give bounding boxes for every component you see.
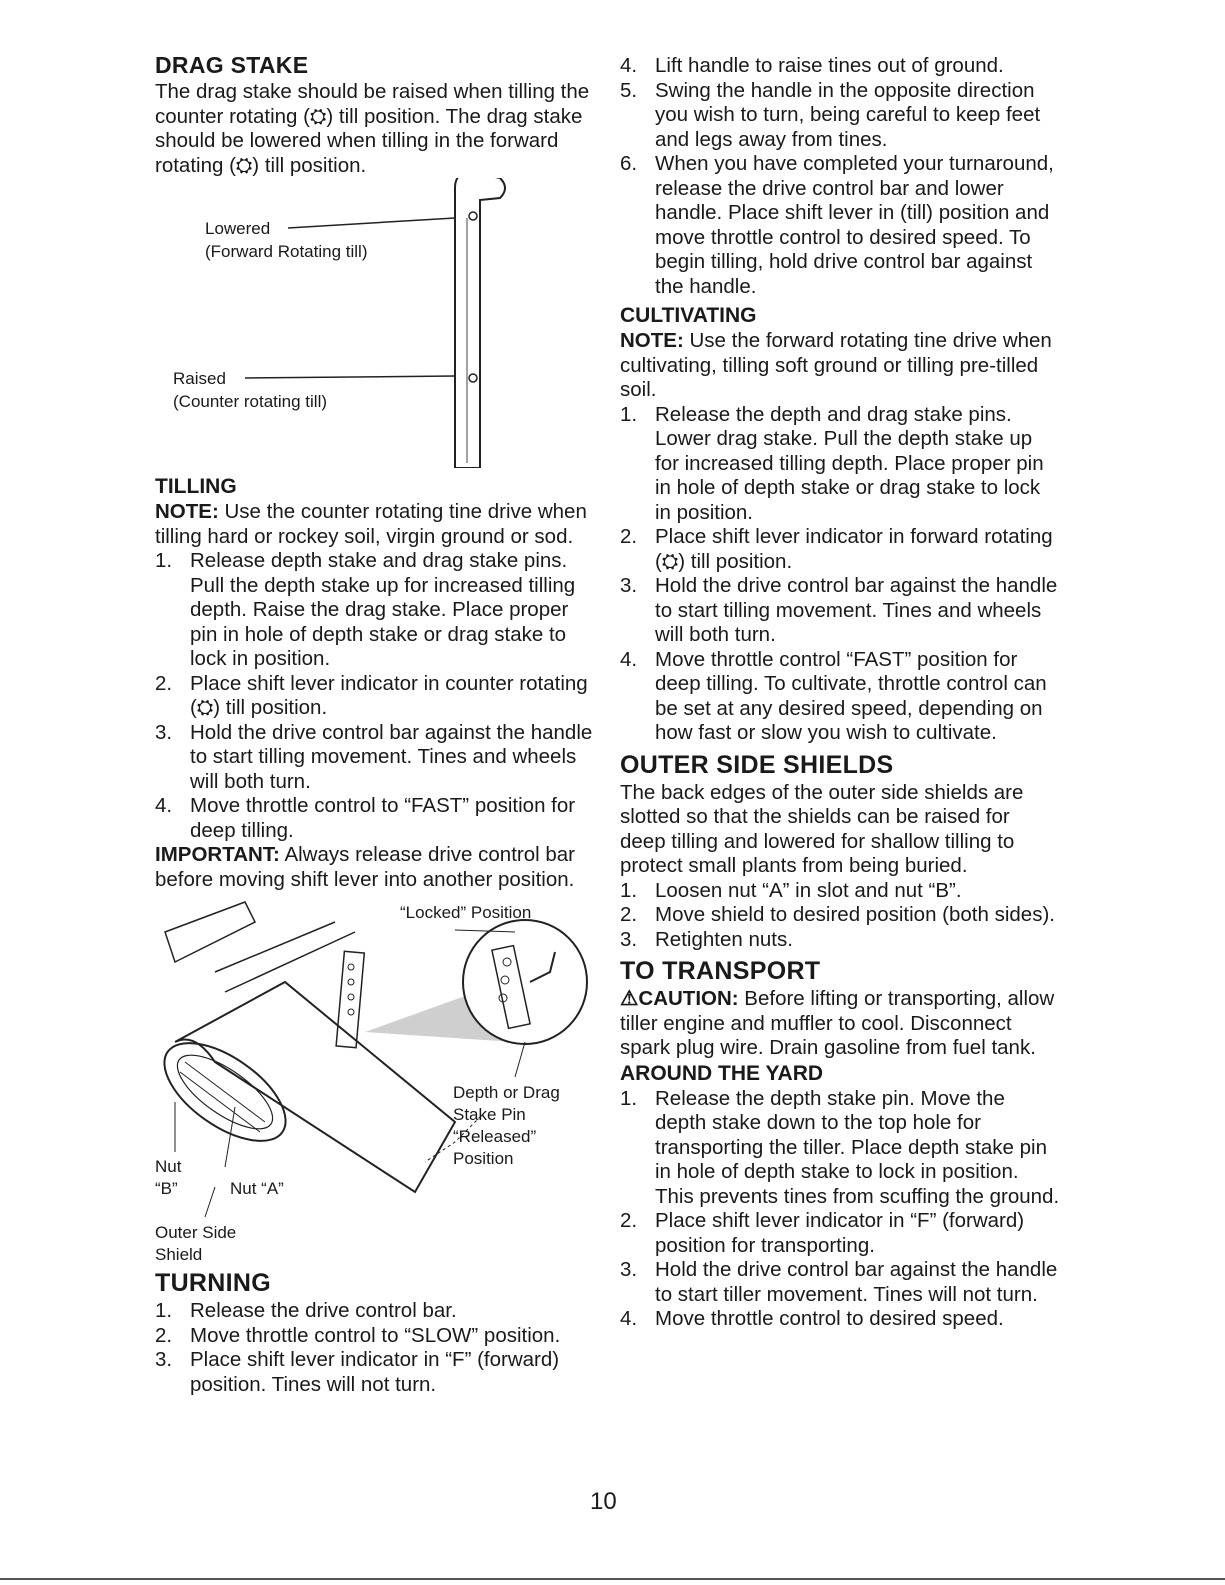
- list-item: 4. Move throttle control to desired speed.: [620, 1307, 1004, 1330]
- label-raised: Raised: [173, 369, 226, 388]
- label-raised-sub: (Counter rotating till): [173, 392, 328, 411]
- label-nut-a: Nut “A”: [230, 1179, 284, 1198]
- label-locked-position: “Locked” Position: [400, 903, 532, 922]
- label-nut-b-2: “B”: [155, 1179, 178, 1198]
- transport-caution: ⚠CAUTION: Before lifting or transporting, allow tiller engine and muffler to cool. Disconnect spark plug wire. Drain gasoline from fuel tank.: [620, 987, 1055, 1059]
- tiller-shield-diagram: [155, 892, 595, 1262]
- label-released: “Released”: [453, 1127, 537, 1146]
- list-item: 4. Lift handle to raise tines out of ground.: [620, 54, 1004, 77]
- list-item: 6. When you have completed your turnaround, release the drive control bar and lower handle. Place shift lever in (till) position and move throttle control to desired speed. To begin tilling, hold drive control bar against the handle.: [620, 152, 1054, 298]
- shield-figure: [155, 892, 595, 1262]
- drag-stake-figure: [155, 178, 595, 468]
- list-item: 4. Move throttle control “FAST” position for deep tilling. To cultivate, throttle control can be set at any desired speed, depending on how fast or slow you wish to cultivate.: [620, 647, 1047, 744]
- bottom-divider: [0, 1578, 1225, 1580]
- drag-stake-body: The drag stake should be raised when tilling the counter rotating (⛭) till position. The drag stake should be lowered when tilling in the forward rotating (⛭) till position.: [155, 80, 590, 177]
- label-outer-side: Outer Side: [155, 1223, 237, 1242]
- list-item: 1. Release the depth stake pin. Move the depth stake down to the top hole for transporting the tiller. Place depth stake pin in hole of depth stake to lock in position. This prevents tines from scuffing the ground.: [620, 1086, 1060, 1208]
- label-released-position: Position: [453, 1149, 514, 1168]
- list-item: 3. Hold the drive control bar against the handle to start tilling movement. Tines and wheels will both turn.: [155, 720, 593, 793]
- label-depth-drag: Depth or Drag: [453, 1083, 560, 1102]
- around-the-yard-steps: [620, 1087, 1060, 1332]
- tilling-steps: [155, 549, 595, 843]
- warning-icon: ⚠: [620, 987, 639, 1010]
- list-item: 3. Retighten nuts.: [620, 927, 793, 951]
- list-item: 2. Place shift lever indicator in forward rotating (⛭) till position.: [620, 525, 1053, 573]
- list-item: 3. Hold the drive control bar against the handle to start tilling movement. Tines and wheels will both turn.: [620, 574, 1058, 646]
- label-lowered-sub: (Forward Rotating till): [205, 242, 368, 261]
- label-lowered: Lowered: [205, 219, 271, 238]
- list-item: 3. Place shift lever indicator in “F” (forward) position. Tines will not turn.: [155, 1348, 560, 1396]
- tilling-note: NOTE: Use the counter rotating tine drive when tilling hard or rockey soil, virgin ground or sod.: [155, 500, 587, 548]
- list-item: 2. Move shield to desired position (both sides).: [620, 903, 1055, 926]
- outer-side-shields-body: The back edges of the outer side shields are slotted so that the shields can be raised for deep tilling and lowered for shallow tilling to protect small plants from being buried.: [620, 780, 1024, 877]
- list-item: 2. Move throttle control to “SLOW” position.: [155, 1323, 561, 1347]
- label-shield: Shield: [155, 1245, 203, 1264]
- turning-heading: TURNING: [155, 1269, 271, 1297]
- cultivating-steps: [620, 403, 1060, 746]
- list-item: 1. Release the depth and drag stake pins. Lower drag stake. Pull the depth stake up for increased tilling depth. Place proper pin in hole of depth stake or drag stake to lock in position.: [620, 402, 1044, 524]
- list-item: 1. Release depth stake and drag stake pins. Pull the depth stake up for increased tilling depth. Raise the drag stake. Place proper pin in hole of depth stake or drag stake to lock in position.: [155, 549, 576, 670]
- to-transport-heading: TO TRANSPORT: [620, 957, 821, 985]
- right-column: [620, 50, 1060, 1332]
- list-item: 4. Move throttle control to “FAST” position for deep tilling.: [155, 794, 576, 842]
- outer-side-shields-steps: [620, 879, 1060, 953]
- label-stake-pin: Stake Pin: [453, 1105, 526, 1124]
- list-item: 2. Place shift lever indicator in “F” (forward) position for transporting.: [620, 1209, 1025, 1257]
- turning-steps-continued: [620, 54, 1060, 299]
- drag-stake-heading: DRAG STAKE: [155, 52, 309, 78]
- tilling-important: IMPORTANT: Always release drive control bar before moving shift lever into another position.: [155, 843, 575, 891]
- label-nut-b-1: Nut: [155, 1157, 182, 1176]
- cultivating-heading: CULTIVATING: [620, 304, 757, 327]
- turning-steps: [155, 1299, 595, 1397]
- cultivating-note: NOTE: Use the forward rotating tine drive when cultivating, tilling soft ground or tilling pre-tilled soil.: [620, 329, 1052, 401]
- list-item: 2. Place shift lever indicator in counter rotating (⛭) till position.: [155, 671, 588, 719]
- tilling-heading: TILLING: [155, 475, 237, 498]
- outer-side-shields-heading: OUTER SIDE SHIELDS: [620, 750, 894, 779]
- left-column: [155, 50, 595, 1397]
- list-item: 1. Release the drive control bar.: [155, 1299, 457, 1322]
- list-item: 3. Hold the drive control bar against the handle to start tiller movement. Tines will not turn.: [620, 1258, 1058, 1306]
- around-the-yard-heading: AROUND THE YARD: [620, 1061, 824, 1085]
- list-item: 1. Loosen nut “A” in slot and nut “B”.: [620, 878, 962, 902]
- page-number: 10: [590, 1488, 617, 1515]
- list-item: 5. Swing the handle in the opposite direction you wish to turn, being careful to keep feet and legs away from tines.: [620, 78, 1041, 151]
